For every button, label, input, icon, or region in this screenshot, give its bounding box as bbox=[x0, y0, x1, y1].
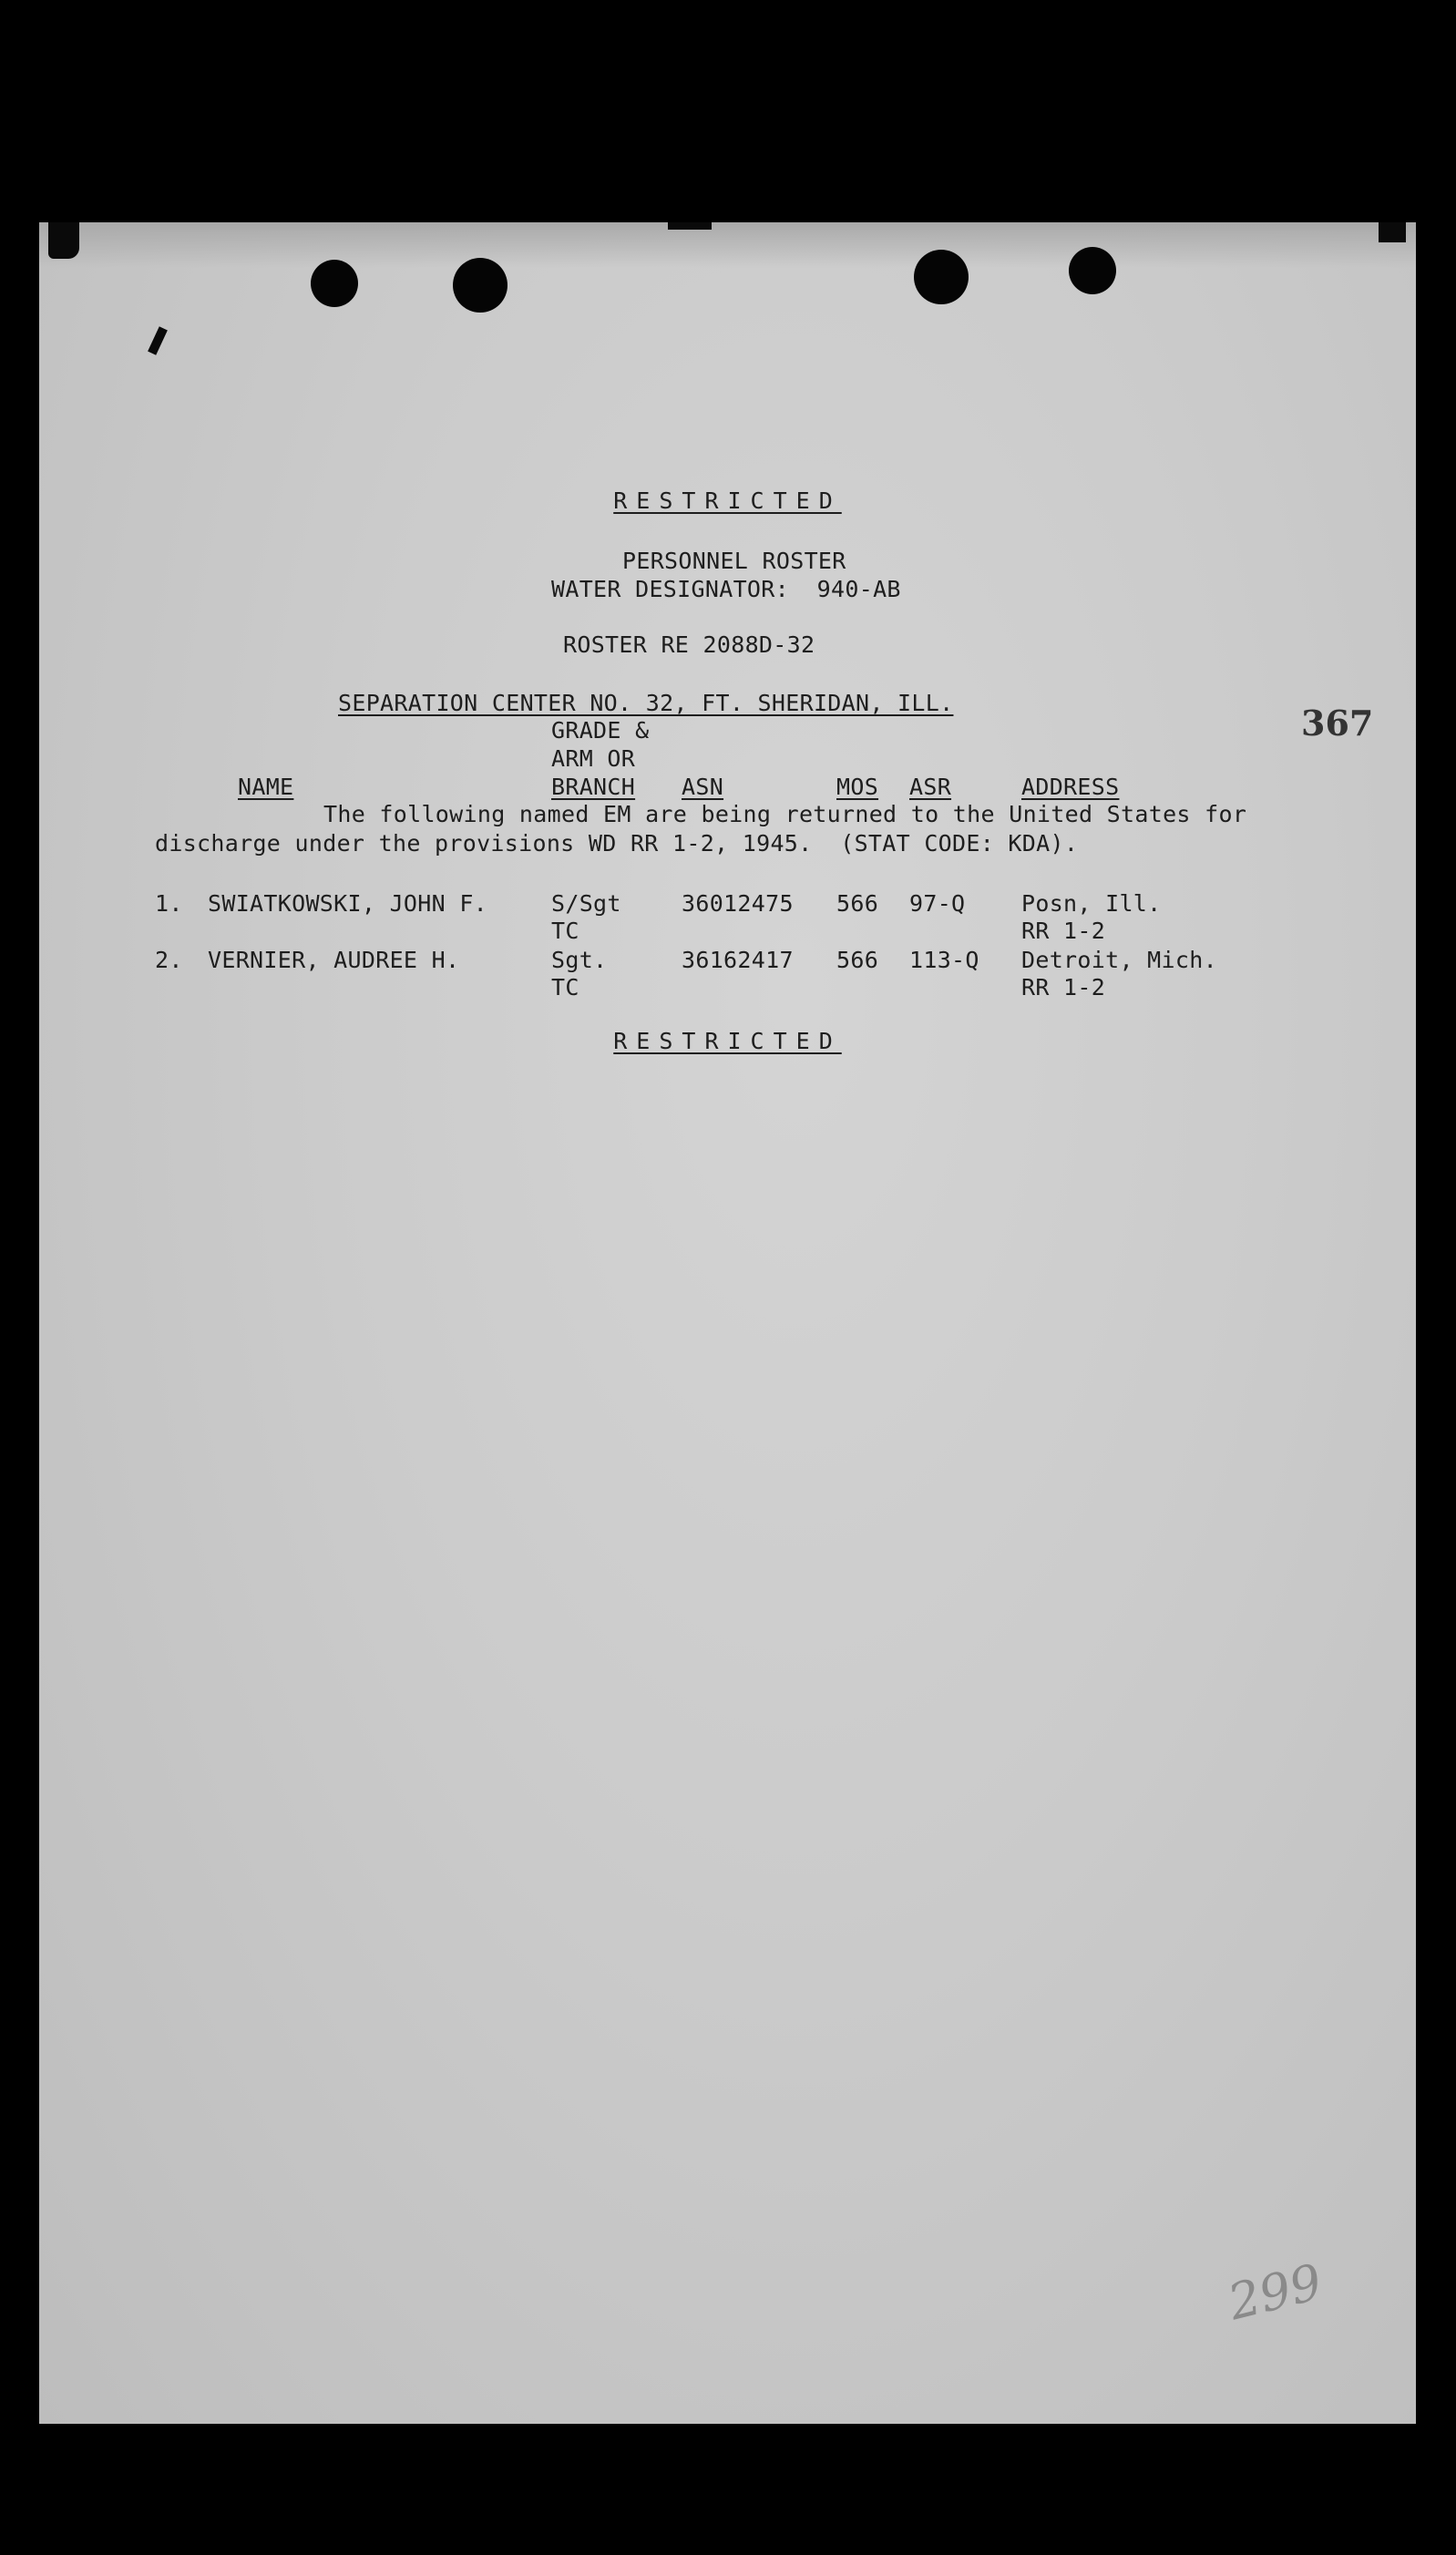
row-grade: Sgt. bbox=[551, 947, 608, 973]
intro-line-1: The following named EM are being returned to the United States for bbox=[323, 801, 1247, 827]
water-designator: WATER DESIGNATOR: 940-AB bbox=[551, 576, 901, 602]
row-name: VERNIER, AUDREE H. bbox=[208, 947, 460, 973]
row-grade: S/Sgt bbox=[551, 890, 621, 917]
col-grade-line1: GRADE & bbox=[551, 717, 650, 744]
col-address: ADDRESS bbox=[1021, 774, 1120, 800]
row-address: Detroit, Mich. bbox=[1021, 947, 1217, 973]
row-number: 1. bbox=[155, 890, 183, 917]
row-mos: 566 bbox=[836, 947, 879, 973]
col-asr: ASR bbox=[909, 774, 952, 800]
page-number: 367 bbox=[1301, 703, 1374, 744]
col-grade-line2: ARM OR bbox=[551, 745, 636, 772]
col-mos: MOS bbox=[836, 774, 879, 800]
row-name: SWIATKOWSKI, JOHN F. bbox=[208, 890, 488, 917]
doc-type: PERSONNEL ROSTER bbox=[622, 548, 846, 574]
row-number: 2. bbox=[155, 947, 183, 973]
handwritten-number: 299 bbox=[1222, 2252, 1328, 2332]
intro-line-2: discharge under the provisions WD RR 1-2, 1945. (STAT CODE: KDA). bbox=[155, 830, 1079, 857]
col-grade-line3: BRANCH bbox=[551, 774, 636, 800]
roster-reference: ROSTER RE 2088D-32 bbox=[563, 631, 815, 658]
row-address-2: RR 1-2 bbox=[1021, 918, 1106, 944]
torn-edge-mark bbox=[148, 326, 168, 354]
staple-mark bbox=[668, 222, 712, 230]
classification-top: RESTRICTED bbox=[613, 487, 842, 514]
col-name: NAME bbox=[238, 774, 294, 800]
row-asr: 113-Q bbox=[909, 947, 979, 973]
row-asn: 36162417 bbox=[682, 947, 794, 973]
punch-hole-3 bbox=[914, 250, 969, 304]
punch-hole-2 bbox=[453, 258, 508, 313]
col-asn: ASN bbox=[682, 774, 724, 800]
row-address-2: RR 1-2 bbox=[1021, 974, 1106, 1000]
row-mos: 566 bbox=[836, 890, 879, 917]
torn-edge-mark bbox=[48, 222, 79, 259]
document-page bbox=[39, 222, 1416, 2424]
row-address: Posn, Ill. bbox=[1021, 890, 1162, 917]
punch-hole-1 bbox=[311, 260, 358, 307]
staple-mark bbox=[1379, 222, 1406, 242]
unit-title: SEPARATION CENTER NO. 32, FT. SHERIDAN, ILL. bbox=[338, 690, 954, 716]
row-asn: 36012475 bbox=[682, 890, 794, 917]
row-branch: TC bbox=[551, 918, 579, 944]
row-branch: TC bbox=[551, 974, 579, 1000]
punch-hole-4 bbox=[1069, 247, 1116, 294]
row-asr: 97-Q bbox=[909, 890, 966, 917]
classification-bottom: RESTRICTED bbox=[613, 1028, 842, 1054]
